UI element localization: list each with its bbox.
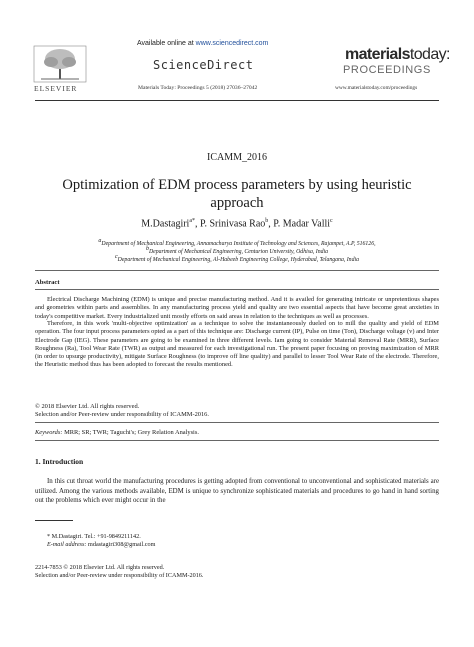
keywords-bottom-rule xyxy=(35,440,439,441)
brand-word-today: today: xyxy=(409,46,450,63)
abstract-heading-rule xyxy=(35,289,439,290)
peer-review-line: Selection and/or Peer-review under responsibility of ICAMM-2016. xyxy=(35,411,209,418)
email-line xyxy=(47,541,155,549)
abstract-paragraph: Therefore, in this work 'multi-objective optimization' as a technique to solve the instantaneously dueled on to mill the quality and yield of EDM operation. The four input process parameters opted as a part of this technique are: Discharge current (IP), Pulse on time (Ton), Discharge voltage (v) and Inter Electrode Gap (IEG). These parameters are going to be examined in three different levels. Iam going to consider Material Removal Rate (MRR), Surface Roughness (Ra), Tool Wear Rate (TWR) as output and measured for each investigational run. The present paper focusing on proving maximization of MRR (in order to upsurge productivity), mitigate Surface Roughness (to improve off line quality) and parallel to lesser Tool Wear Rate of the electrode. Therefore, the Heuristic method thus has been adopted to forecast the results mentioned. xyxy=(35,320,439,369)
abstract-paragraph: Electrical Discharge Machining (EDM) is unique and precise manufacturing method. And it is availed for generating intricate or unpretentious shapes and geometries within parts and assemblies. In any manufacturing process yield and quality are two essential aspects that have become great anxieties in today's competitive market. Every industrialized unit mostly efforts on said areas in relation to the techniques as well as processes. xyxy=(35,296,439,320)
conference-name: ICAMM_2016 xyxy=(206,152,267,163)
affiliation-sup: a xyxy=(98,238,102,244)
abstract-heading: Abstract xyxy=(35,279,60,286)
author-sup: c xyxy=(330,218,333,224)
affiliation-text: Department of Mechanical Engineering, Al-Habeeb Engineering College, Hyderabad, Telangana, India xyxy=(117,256,359,263)
journal-citation: Materials Today: Proceedings 5 (2018) 27036–27042 xyxy=(138,85,258,91)
affiliation-text: Department of Mechanical Engineering, Annamacharya Institute of Technology and Sciences, Rajampet, A.P, 516126, xyxy=(101,240,376,247)
affiliation-sup: c xyxy=(114,254,118,260)
journal-url[interactable]: www.materialstoday.com/proceedings xyxy=(335,85,418,91)
copyright-line: © 2018 Elsevier Ltd. All rights reserved. xyxy=(35,403,140,410)
elsevier-wordmark: ELSEVIER xyxy=(34,84,78,93)
keywords-label: Keywords: xyxy=(35,429,63,436)
section-heading: 1. Introduction xyxy=(35,457,84,466)
affiliation-sup: b xyxy=(145,246,149,252)
author-sup: b xyxy=(265,218,269,224)
keywords-text: MRR; SR; TWR; Taguchi's; Grey Relation Analysis. xyxy=(62,429,199,436)
author-list xyxy=(0,218,474,229)
sciencedirect-link[interactable]: www.sciencedirect.com xyxy=(195,40,269,47)
materialstoday-brand xyxy=(345,46,450,64)
footer-peer-review: Selection and/or Peer-review under responsibility of ICAMM-2016. xyxy=(35,572,204,579)
brand-proceedings: PROCEEDINGS xyxy=(343,64,431,76)
author-name: M.Dastagiri xyxy=(141,218,190,230)
availability-prefix: Available online at xyxy=(137,40,196,47)
affiliation-text: Department of Mechanical Engineering, Centurion University, Odhisa, India xyxy=(148,248,329,255)
issn-line: 2214-7853 © 2018 Elsevier Ltd. All rights reserved. xyxy=(35,564,165,571)
paper-title: Optimization of EDM process parameters by using heuristic approach xyxy=(62,177,412,211)
corresponding-author: * M.Dastagiri. Tel.: +91-9849211142. xyxy=(47,533,141,540)
keywords xyxy=(35,429,199,437)
footnote-rule xyxy=(35,520,73,521)
author-name: , P. Madar Valli xyxy=(268,218,331,230)
header-divider xyxy=(35,100,439,101)
email-label: E-mail address: xyxy=(47,541,87,548)
brand-word-materials: materials xyxy=(345,46,410,63)
platform-name: ScienceDirect xyxy=(153,58,254,72)
author-sup: a* xyxy=(189,218,195,224)
author-name: , P. Srinivasa Rao xyxy=(195,218,266,230)
keywords-top-rule xyxy=(35,422,439,423)
intro-paragraph: In this cut throat world the manufacturing procedures is getting adopted from conventional to unconventional and sophisticated materials are utilized. Among the various methods available, EDM is unique to synchronize sophisticated materials and procedures to go hand in hand sorting out the problems which ever might occur in the xyxy=(35,478,439,505)
affiliation xyxy=(30,254,444,264)
availability-line xyxy=(137,40,268,47)
abstract-top-rule xyxy=(35,270,439,271)
email-address[interactable]: mdastagiri308@gmail.com xyxy=(86,541,156,548)
